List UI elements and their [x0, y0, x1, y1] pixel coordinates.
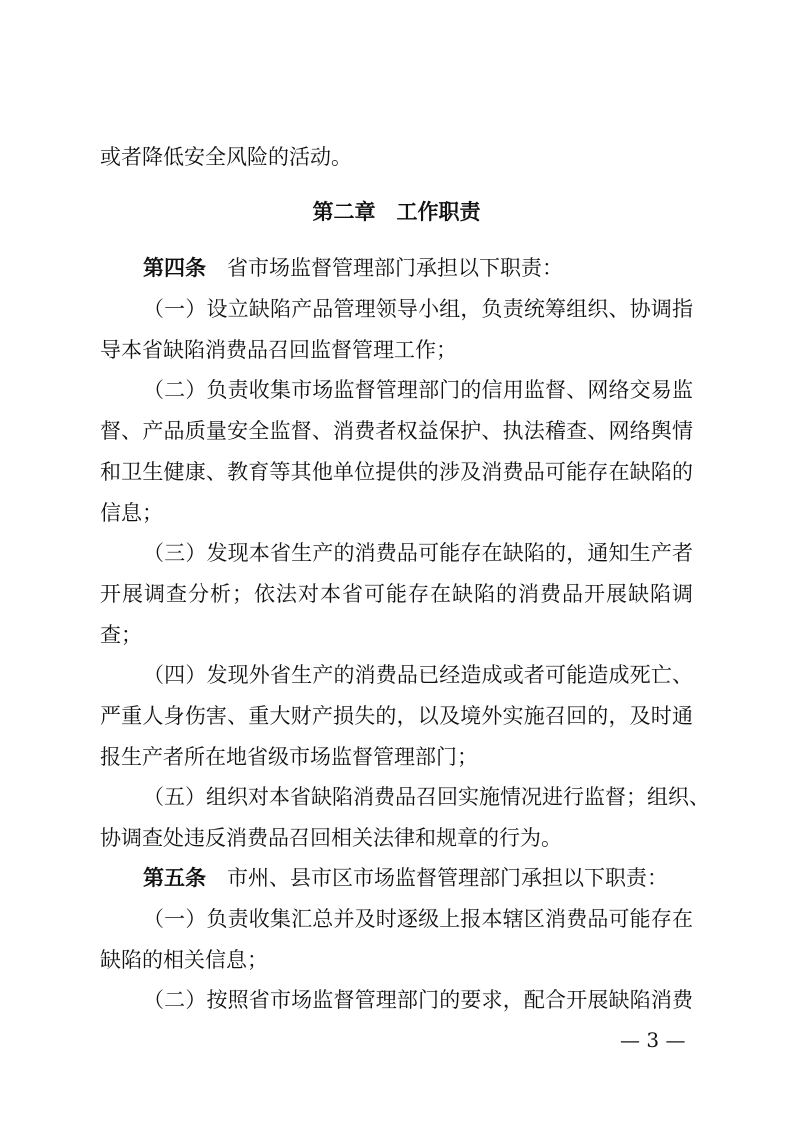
paragraph-line: 缺陷的相关信息； — [100, 948, 268, 972]
paragraph-line: 查； — [100, 623, 142, 647]
paragraph-line: 严重人身伤害、重大财产损失的，以及境外实施召回的，及时通 — [100, 704, 693, 728]
article-label: 第四条 — [143, 256, 206, 280]
paragraph-line: （四）发现外省生产的消费品已经造成或者可能造成死亡、 — [143, 663, 693, 687]
chapter-title: 第二章 工作职责 — [312, 200, 481, 224]
paragraph-line: （五）组织对本省缺陷消费品召回实施情况进行监督；组织、 — [143, 785, 710, 809]
paragraph-line: 报生产者所在地省级市场监督管理部门； — [100, 745, 478, 769]
page-number: — 3 — — [620, 1028, 686, 1052]
paragraph-line: 督、产品质量安全监督、消费者权益保护、执法稽查、网络舆情 — [100, 419, 693, 443]
paragraph-line: （一）负责收集汇总并及时逐级上报本辖区消费品可能存在 — [143, 907, 693, 931]
paragraph-line: 和卫生健康、教育等其他单位提供的涉及消费品可能存在缺陷的 — [100, 460, 693, 484]
paragraph-line: （二）按照省市场监督管理部门的要求，配合开展缺陷消费 — [143, 988, 693, 1012]
paragraph-line: 协调查处违反消费品召回相关法律和规章的行为。 — [100, 826, 562, 850]
article-label: 第五条 — [143, 866, 206, 890]
article-5-heading — [143, 865, 693, 891]
paragraph-line: 开展调查分析；依法对本省可能存在缺陷的消费品开展缺陷调 — [100, 582, 693, 606]
article-4-heading — [143, 255, 693, 281]
paragraph-line: （三）发现本省生产的消费品可能存在缺陷的，通知生产者 — [143, 541, 693, 565]
paragraph-line: （一）设立缺陷产品管理领导小组，负责统筹组织、协调指 — [143, 297, 693, 321]
paragraph-line: 信息； — [100, 501, 163, 525]
article-text: 市州、县市区市场监督管理部门承担以下职责： — [227, 866, 668, 890]
paragraph-line: 导本省缺陷消费品召回监督管理工作； — [100, 338, 457, 362]
article-text: 省市场监督管理部门承担以下职责： — [227, 256, 563, 280]
paragraph-line: 或者降低安全风险的活动。 — [100, 145, 352, 169]
paragraph-line: （二）负责收集市场监督管理部门的信用监督、网络交易监 — [143, 378, 693, 402]
